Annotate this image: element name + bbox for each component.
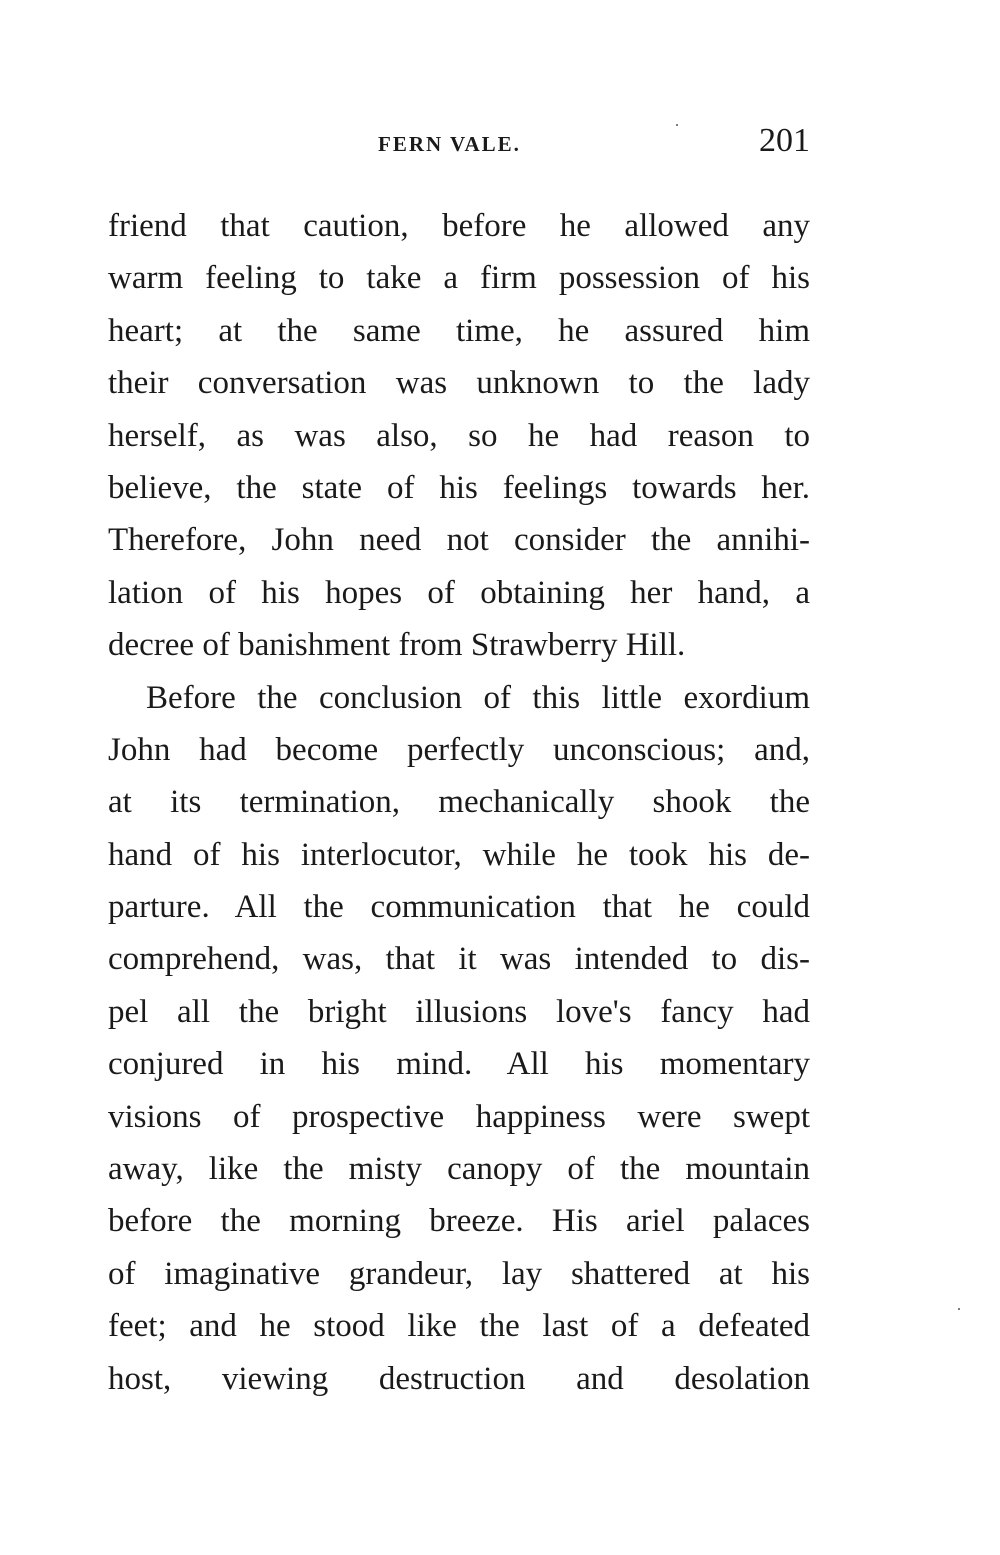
text-line: visions of prospective happiness were swept (108, 1098, 810, 1135)
text-line: pel all the bright illusions love's fancy had (108, 993, 810, 1030)
text-line: heart; at the same time, he assured him (108, 312, 810, 349)
paragraph-end-line: decree of banishment from Strawberry Hill. (108, 627, 686, 664)
body-text (108, 200, 810, 1405)
text-line: host, viewing destruction and desolation (108, 1360, 810, 1397)
text-line: lation of his hopes of obtaining her hand, a (108, 574, 810, 611)
running-title: FERN VALE. (378, 132, 521, 156)
text-line: herself, as was also, so he had reason to (108, 417, 810, 454)
text-line: feet; and he stood like the last of a defeated (108, 1308, 810, 1345)
text-line: warm feeling to take a firm possession of his (108, 260, 810, 297)
text-line: hand of his interlocutor, while he took his de- (108, 836, 810, 873)
text-line: their conversation was unknown to the lady (108, 365, 810, 402)
print-speck (676, 124, 678, 126)
text-line: at its termination, mechanically shook the (108, 784, 810, 821)
text-line: John had become perfectly unconscious; and, (108, 731, 810, 768)
text-line: comprehend, was, that it was intended to dis- (108, 941, 810, 978)
text-line: conjured in his mind. All his momentary (108, 1046, 810, 1083)
text-line: parture. All the communication that he could (108, 889, 810, 926)
running-head (108, 122, 810, 166)
paragraph-start-line: Before the conclusion of this little exordium (146, 679, 810, 716)
print-speck (958, 1308, 960, 1310)
text-line: of imaginative grandeur, lay shattered at his (108, 1255, 810, 1292)
text-line: away, like the misty canopy of the mountain (108, 1151, 810, 1188)
text-line: friend that caution, before he allowed any (108, 208, 810, 244)
text-line: believe, the state of his feelings towards her. (108, 469, 810, 506)
text-line: before the morning breeze. His ariel palaces (108, 1203, 810, 1240)
text-line: Therefore, John need not consider the annihi- (108, 522, 810, 559)
page-number: 201 (759, 122, 810, 159)
